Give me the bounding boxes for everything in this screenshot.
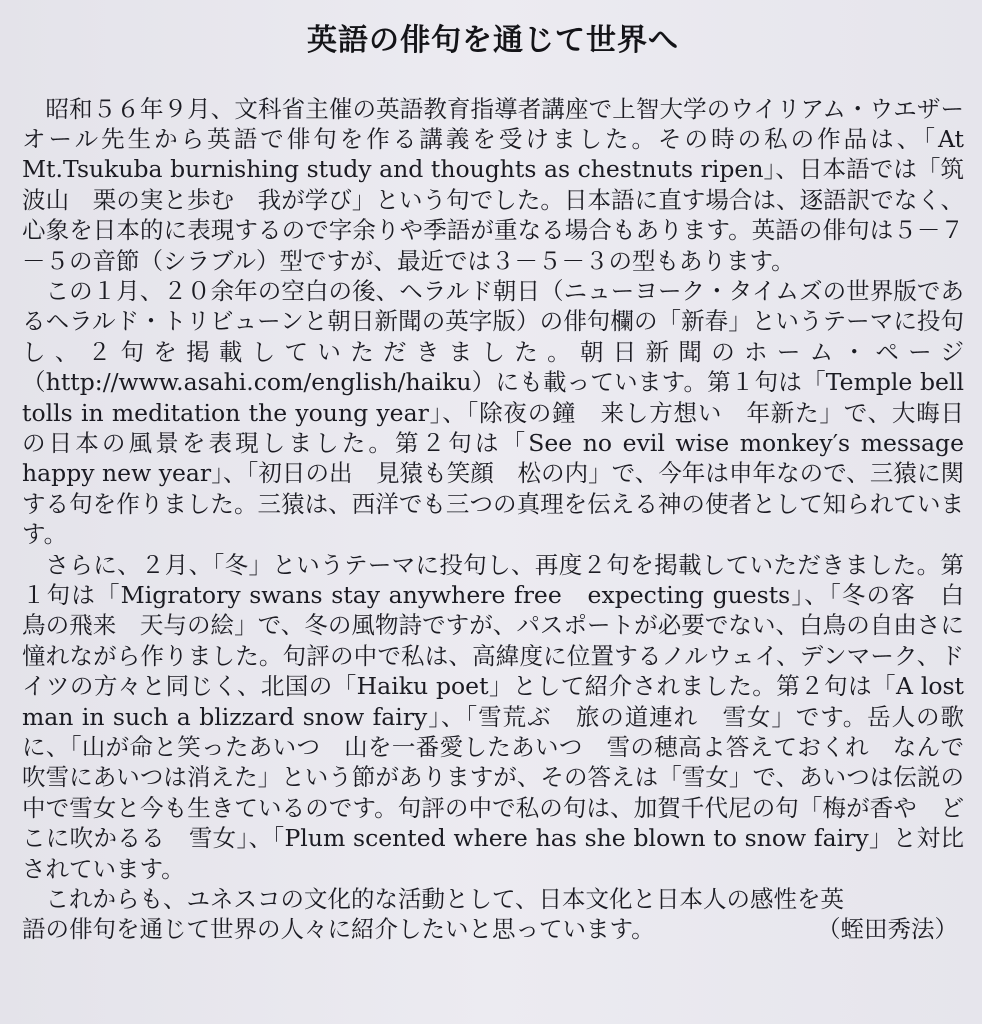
paragraph-3: さらに、２月、「冬」というテーマに投句し、再度２句を掲載していただきました。第１句は「Migratory swans stay anywhere free expecting guests」、「冬の客 白鳥の飛来 天与の絵」で、冬の風物詩ですが、パスポートが必要でない、白鳥の自由さに憧れながら作りました。句評の中で私は、高緯度に位置するノルウェイ、デンマーク、ドイツの方々と同じく、北国の「Haiku poet」として紹介されました。第２句は「A lost man in such a blizzard snow fairy」、「雪荒ぶ 旅の道連れ 雪女」です。岳人の歌に、「山が命と笑ったあいつ 山を一番愛したあいつ 雪の穂高よ答えておくれ なんで吹雪にあいつは消えた」という節がありますが、その答えは「雪女」で、あいつは伝説の中で雪女と今も生きているのです。句評の中で私の句は、加賀千代尼の句「梅が香や どこに吹かるる 雪女」、「Plum scented where has she blown to snow fairy」と対比されています。 [22,550,965,883]
paragraph-2: この１月、２０余年の空白の後、ヘラルド朝日（ニューヨーク・タイムズの世界版であるヘラルド・トリビューンと朝日新聞の英字版）の俳句欄の「新春」というテーマに投句し、２句を掲載していただきました。朝日新聞のホーム・ページ（http://www.asahi.com/english/haiku）にも載っています。第１句は「Temple bell tolls in meditation the young year」、「除夜の鐘 来し方想い 年新た」で、大晦日の日本の風景を表現しました。第２句は「See no evil wise monkey′s message happy new year」、「初日の出 見猿も笑顔 松の内」で、今年は申年なので、三猿に関する句を作りました。三猿は、西洋でも三つの真理を伝える神の使者として知られています。 [22,276,964,549]
article-body [22,94,964,945]
article-title: 英語の俳句を通じて世界へ [307,23,679,58]
closing-line [22,914,964,944]
author-signature: （蛭田秀法） [817,915,958,944]
paragraph-4-line-2: 語の俳句を通じて世界の人々に紹介したいと思っています。 [22,915,655,944]
paragraph-1: 昭和５６年９月、文科省主催の英語教育指導者講座で上智大学のウイリアム・ウエザーオール先生から英語で俳句を作る講義を受けました。その時の私の作品は、「At Mt.Tsukuba burnishing study and thoughts as chestnuts ripen」、日本語では「筑波山 栗の実と歩む 我が学び」という句でした。日本語に直す場合は、逐語訳でなく、心象を日本的に表現するので字余りや季語が重なる場合もあります。英語の俳句は５－７－５の音節（シラブル）型ですが、最近では３－５－３の型もあります。 [22,94,964,275]
paragraph-4-line-1: これからも、ユネスコの文化的な活動として、日本文化と日本人の感性を英 [45,885,845,914]
